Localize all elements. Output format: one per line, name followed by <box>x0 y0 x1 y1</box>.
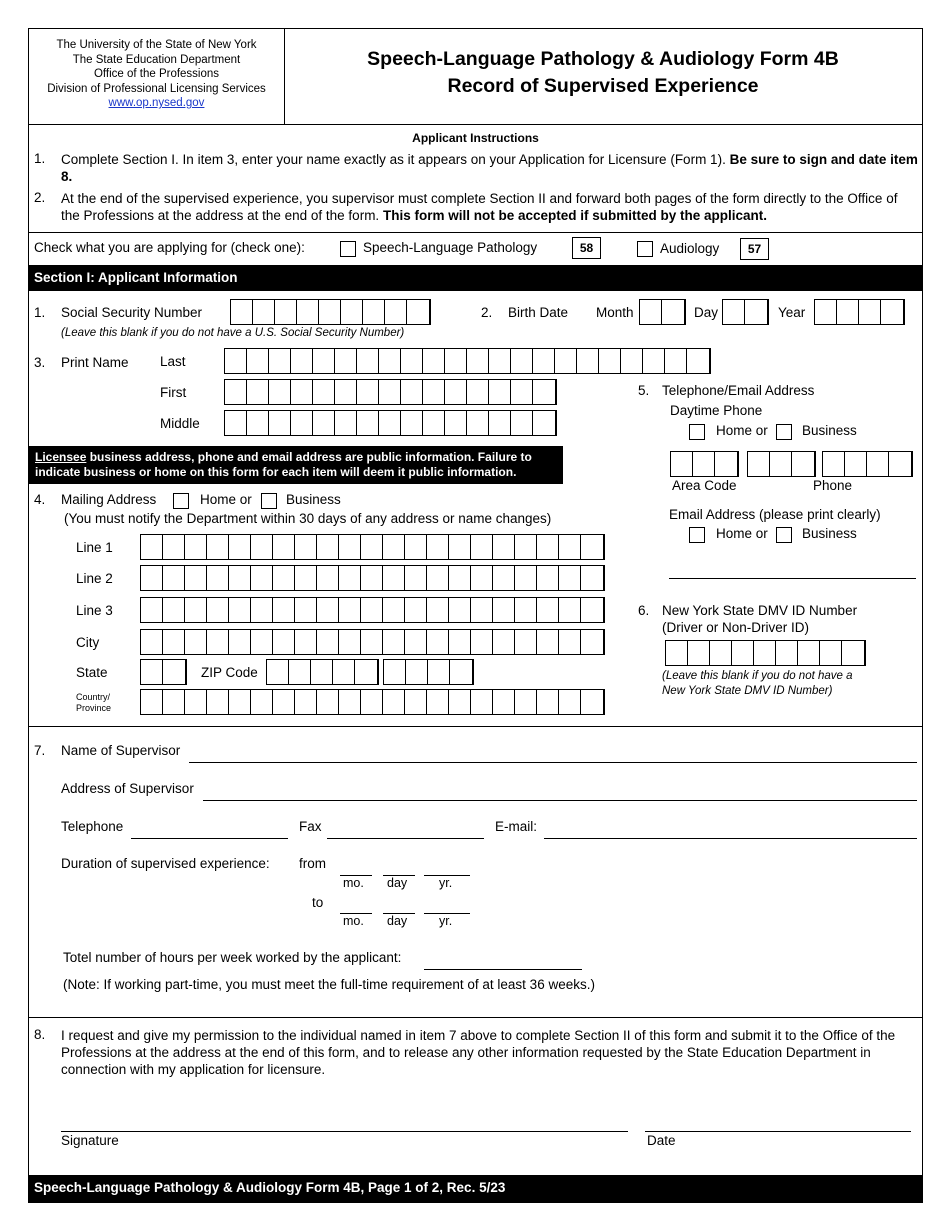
address-line-2-input[interactable] <box>140 565 605 591</box>
country-label-line-1: Country/ <box>76 692 111 702</box>
dmv-note <box>662 669 853 699</box>
mailing-number: 4. <box>34 492 46 507</box>
address-line-3-label: Line 3 <box>76 603 113 618</box>
birth-day-input[interactable] <box>722 299 769 325</box>
dmv-sublabel: (Driver or Non-Driver ID) <box>662 620 810 635</box>
country-input[interactable] <box>140 689 605 715</box>
mailing-home-label: Home or <box>200 492 252 507</box>
dmv-note-line-2: New York State DMV ID Number) <box>662 685 833 697</box>
agency-line-1: The University of the State of New York <box>56 39 257 51</box>
country-label <box>76 692 111 714</box>
from-day-label: day <box>387 876 408 890</box>
mailing-note: (You must notify the Department within 30 days of any address or name changes) <box>64 511 552 526</box>
ssn-number: 1. <box>34 305 46 320</box>
divider <box>28 726 923 727</box>
telephone-number: 5. <box>638 383 650 398</box>
mailing-home-checkbox[interactable] <box>173 493 189 509</box>
birth-month-input[interactable] <box>639 299 686 325</box>
supervisor-name-line[interactable] <box>189 762 917 763</box>
birth-day-label: Day <box>694 305 719 320</box>
area-code-label: Area Code <box>672 478 737 493</box>
from-year-label: yr. <box>439 876 453 890</box>
middle-name-label: Middle <box>160 416 200 431</box>
phone-home-label: Home or <box>716 423 768 438</box>
footer-bar: Speech-Language Pathology & Audiology Form 4B, Page 1 of 2, Rec. 5/23 <box>29 1175 922 1202</box>
divider <box>28 124 923 125</box>
birth-month-label: Month <box>596 305 634 320</box>
ssn-label: Social Security Number <box>61 305 203 320</box>
date-line[interactable] <box>645 1131 911 1132</box>
instructions-heading: Applicant Instructions <box>412 131 539 145</box>
instruction-2-bold: This form will not be accepted if submitted by the applicant. <box>382 208 767 223</box>
form-title <box>286 46 920 100</box>
agency-line-4: Division of Professional Licensing Services <box>47 82 266 95</box>
mailing-business-label: Business <box>286 492 341 507</box>
last-name-label: Last <box>160 354 186 369</box>
supervisor-fax-label: Fax <box>299 819 322 834</box>
area-code-input[interactable] <box>670 451 739 477</box>
agency-block <box>29 29 285 124</box>
signature-label: Signature <box>61 1133 119 1148</box>
email-input-line[interactable] <box>669 578 916 579</box>
supervisor-name-label: Name of Supervisor <box>61 743 181 758</box>
instruction-1 <box>61 151 919 185</box>
to-month-label: mo. <box>343 914 364 928</box>
instruction-1-bold: Be sure to sign and date item 8. <box>61 152 918 184</box>
birth-date-label: Birth Date <box>508 305 569 320</box>
instruction-2-text: At the end of the supervised experience, you supervisor must complete Section II and forward both pages of the form directly to the Office of the Professions at the address at the end of the form. <box>61 191 898 223</box>
supervisor-address-label: Address of Supervisor <box>61 781 194 796</box>
supervisor-email-label: E-mail: <box>495 819 538 834</box>
birth-number: 2. <box>481 305 493 320</box>
address-line-1-input[interactable] <box>140 534 605 560</box>
instruction-2-number: 2. <box>34 190 46 205</box>
city-input[interactable] <box>140 629 605 655</box>
hours-input-line[interactable] <box>424 969 582 970</box>
dmv-note-line-1: (Leave this blank if you do not have a <box>662 670 853 682</box>
name-number: 3. <box>34 355 46 370</box>
divider <box>28 1017 923 1018</box>
zip-extension-input[interactable] <box>383 659 474 685</box>
birth-year-input[interactable] <box>814 299 905 325</box>
agency-line-3: Office of the Professions <box>93 68 220 80</box>
duration-from-label: from <box>299 856 326 871</box>
first-name-input[interactable] <box>224 379 557 405</box>
agency-line-2: The State Education Department <box>72 53 241 66</box>
first-name-label: First <box>160 385 187 400</box>
phone-business-label: Business <box>802 423 857 438</box>
supervisor-fax-line[interactable] <box>327 838 484 839</box>
consent-text: I request and give my permission to the individual named in item 7 above to complete Section II of this form and submit it to the Office of the Professions at the address at the end of this form, and to release any other information requested by the State Education Department in connection with my application for licensure. <box>61 1028 896 1077</box>
state-label: State <box>76 665 108 680</box>
supervisor-email-line[interactable] <box>544 838 917 839</box>
phone-prefix-input[interactable] <box>747 451 816 477</box>
zip-label: ZIP Code <box>201 665 258 680</box>
date-label: Date <box>647 1133 676 1148</box>
mailing-address-label: Mailing Address <box>61 492 157 507</box>
applying-prompt: Check what you are applying for (check one): <box>34 240 305 255</box>
dmv-id-input[interactable] <box>665 640 866 666</box>
section-1-header: Section I: Applicant Information <box>29 265 922 291</box>
signature-line[interactable] <box>61 1131 628 1132</box>
address-line-1-label: Line 1 <box>76 540 113 555</box>
country-label-line-2: Province <box>76 703 112 713</box>
email-business-label: Business <box>802 526 857 541</box>
phone-label: Phone <box>813 478 853 493</box>
slp-checkbox[interactable] <box>340 241 356 257</box>
consent-number: 8. <box>34 1027 46 1042</box>
part-time-note: (Note: If working part-time, you must meet the full-time requirement of at least 36 weeks.) <box>63 977 595 992</box>
ssn-note: (Leave this blank if you do not have a U.S. Social Security Number) <box>61 327 405 339</box>
phone-business-checkbox[interactable] <box>776 424 792 440</box>
email-address-label: Email Address (please print clearly) <box>669 507 881 522</box>
form-title-line-2: Record of Supervised Experience <box>447 75 759 97</box>
birth-year-label: Year <box>778 305 806 320</box>
audiology-code-badge: 57 <box>740 238 769 260</box>
email-business-checkbox[interactable] <box>776 527 792 543</box>
address-line-3-input[interactable] <box>140 597 605 623</box>
ssn-input[interactable] <box>230 299 431 325</box>
phone-line-input[interactable] <box>822 451 913 477</box>
address-line-2-label: Line 2 <box>76 571 113 586</box>
mailing-business-checkbox[interactable] <box>261 493 277 509</box>
supervisor-address-line[interactable] <box>203 800 917 801</box>
phone-home-checkbox[interactable] <box>689 424 705 440</box>
dmv-number: 6. <box>638 603 650 618</box>
audiology-label: Audiology <box>660 241 720 256</box>
supervisor-telephone-line[interactable] <box>131 838 288 839</box>
duration-to-label: to <box>312 895 324 910</box>
email-home-label: Home or <box>716 526 768 541</box>
telephone-email-label: Telephone/Email Address <box>662 383 815 398</box>
from-month-label: mo. <box>343 876 364 890</box>
supervisor-telephone-label: Telephone <box>61 819 124 834</box>
instruction-1-text: Complete Section I. In item 3, enter your name exactly as it appears on your Application for Licensure (Form 1). <box>61 152 726 167</box>
slp-label: Speech-Language Pathology <box>363 240 538 255</box>
last-name-input[interactable] <box>224 348 711 374</box>
slp-code-badge: 58 <box>572 237 601 259</box>
print-name-label: Print Name <box>61 355 129 370</box>
divider <box>28 232 923 233</box>
email-home-checkbox[interactable] <box>689 527 705 543</box>
duration-label: Duration of supervised experience: <box>61 856 270 871</box>
state-input[interactable] <box>140 659 187 685</box>
agency-website-link[interactable]: www.op.nysed.gov <box>108 97 205 109</box>
to-year-label: yr. <box>439 914 453 928</box>
middle-name-input[interactable] <box>224 410 557 436</box>
audiology-checkbox[interactable] <box>637 241 653 257</box>
city-label: City <box>76 635 100 650</box>
notice-text: business address, phone and email address are public information. Failure to indicate business or home on this form for each item will deem it public information. <box>35 450 532 479</box>
zip-input[interactable] <box>266 659 379 685</box>
instruction-2 <box>61 190 919 224</box>
instruction-1-number: 1. <box>34 151 46 166</box>
supervisor-number: 7. <box>34 743 46 758</box>
form-title-line-1: Speech-Language Pathology & Audiology Form 4B <box>367 48 839 70</box>
daytime-phone-label: Daytime Phone <box>670 403 763 418</box>
dmv-label: New York State DMV ID Number <box>662 603 858 618</box>
to-day-label: day <box>387 914 408 928</box>
public-info-notice <box>29 446 563 484</box>
hours-label: Totel number of hours per week worked by the applicant: <box>63 950 402 965</box>
notice-underlined: Licensee <box>35 450 87 464</box>
